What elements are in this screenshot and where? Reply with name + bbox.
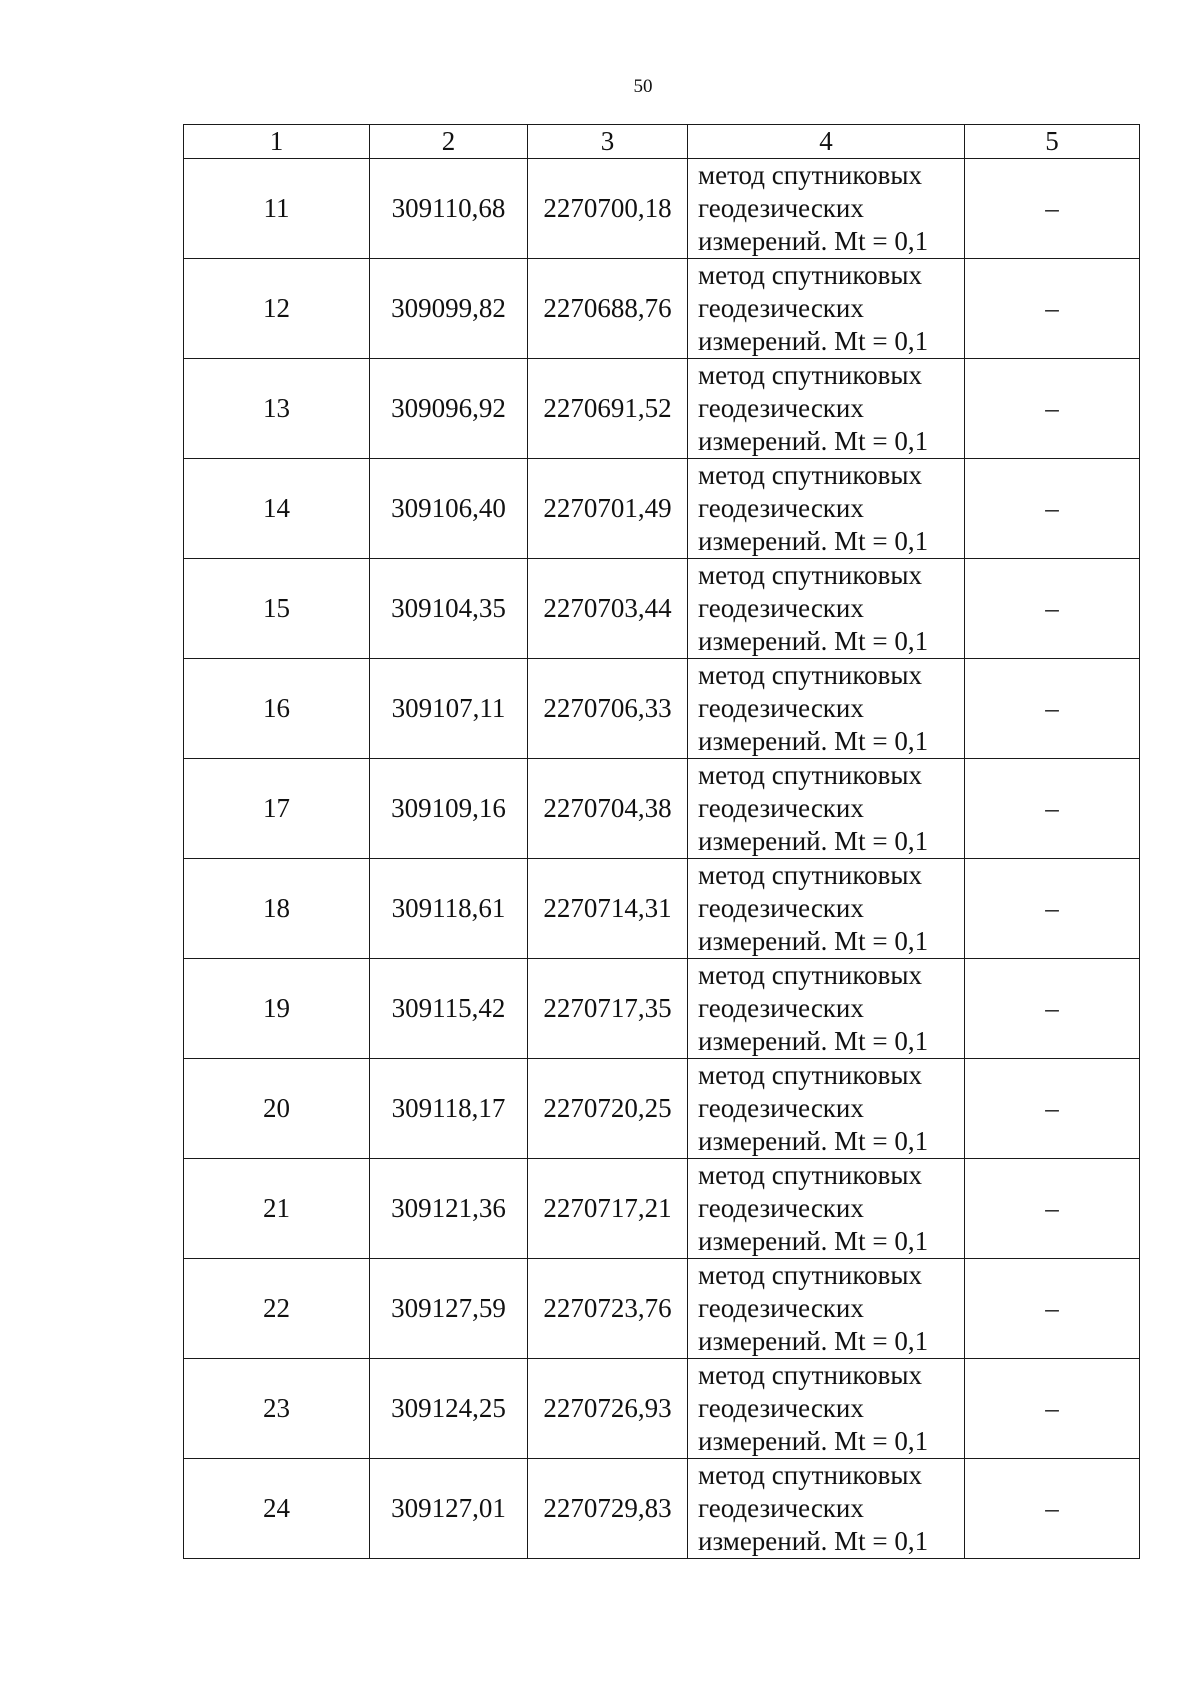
table-row bbox=[184, 259, 1140, 359]
x-coordinate-cell: 309118,61 bbox=[370, 859, 528, 959]
note-cell: – bbox=[965, 1459, 1140, 1559]
note-cell: – bbox=[965, 659, 1140, 759]
y-coordinate-cell: 2270717,35 bbox=[528, 959, 688, 1059]
method-cell: метод спутниковых геодезических измерений. Mt = 0,1 bbox=[688, 659, 965, 759]
note-cell: – bbox=[965, 1359, 1140, 1459]
method-cell: метод спутниковых геодезических измерений. Mt = 0,1 bbox=[688, 1259, 965, 1359]
table-row bbox=[184, 659, 1140, 759]
x-coordinate-cell: 309118,17 bbox=[370, 1059, 528, 1159]
note-cell: – bbox=[965, 259, 1140, 359]
y-coordinate-cell: 2270706,33 bbox=[528, 659, 688, 759]
table-row bbox=[184, 759, 1140, 859]
x-coordinate-cell: 309127,59 bbox=[370, 1259, 528, 1359]
column-header-4: 4 bbox=[688, 125, 965, 159]
table-row bbox=[184, 459, 1140, 559]
y-coordinate-cell: 2270688,76 bbox=[528, 259, 688, 359]
table-row bbox=[184, 959, 1140, 1059]
table-header-row bbox=[184, 125, 1140, 159]
table-row bbox=[184, 559, 1140, 659]
y-coordinate-cell: 2270700,18 bbox=[528, 159, 688, 259]
table-row bbox=[184, 1059, 1140, 1159]
table-row bbox=[184, 1259, 1140, 1359]
method-cell: метод спутниковых геодезических измерений. Mt = 0,1 bbox=[688, 859, 965, 959]
x-coordinate-cell: 309109,16 bbox=[370, 759, 528, 859]
point-number-cell: 23 bbox=[184, 1359, 370, 1459]
point-number-cell: 21 bbox=[184, 1159, 370, 1259]
method-cell: метод спутниковых геодезических измерений. Mt = 0,1 bbox=[688, 159, 965, 259]
note-cell: – bbox=[965, 359, 1140, 459]
x-coordinate-cell: 309121,36 bbox=[370, 1159, 528, 1259]
x-coordinate-cell: 309107,11 bbox=[370, 659, 528, 759]
point-number-cell: 16 bbox=[184, 659, 370, 759]
method-cell: метод спутниковых геодезических измерений. Mt = 0,1 bbox=[688, 1159, 965, 1259]
point-number-cell: 11 bbox=[184, 159, 370, 259]
table-body bbox=[184, 125, 1140, 1559]
note-cell: – bbox=[965, 1159, 1140, 1259]
point-number-cell: 18 bbox=[184, 859, 370, 959]
note-cell: – bbox=[965, 759, 1140, 859]
table-row bbox=[184, 159, 1140, 259]
column-header-3: 3 bbox=[528, 125, 688, 159]
y-coordinate-cell: 2270703,44 bbox=[528, 559, 688, 659]
y-coordinate-cell: 2270714,31 bbox=[528, 859, 688, 959]
column-header-2: 2 bbox=[370, 125, 528, 159]
y-coordinate-cell: 2270729,83 bbox=[528, 1459, 688, 1559]
method-cell: метод спутниковых геодезических измерений. Mt = 0,1 bbox=[688, 359, 965, 459]
y-coordinate-cell: 2270717,21 bbox=[528, 1159, 688, 1259]
column-header-5: 5 bbox=[965, 125, 1140, 159]
point-number-cell: 24 bbox=[184, 1459, 370, 1559]
x-coordinate-cell: 309104,35 bbox=[370, 559, 528, 659]
note-cell: – bbox=[965, 559, 1140, 659]
method-cell: метод спутниковых геодезических измерений. Mt = 0,1 bbox=[688, 759, 965, 859]
y-coordinate-cell: 2270720,25 bbox=[528, 1059, 688, 1159]
point-number-cell: 13 bbox=[184, 359, 370, 459]
point-number-cell: 12 bbox=[184, 259, 370, 359]
table-row bbox=[184, 359, 1140, 459]
point-number-cell: 20 bbox=[184, 1059, 370, 1159]
y-coordinate-cell: 2270701,49 bbox=[528, 459, 688, 559]
note-cell: – bbox=[965, 959, 1140, 1059]
point-number-cell: 14 bbox=[184, 459, 370, 559]
x-coordinate-cell: 309124,25 bbox=[370, 1359, 528, 1459]
table-row bbox=[184, 1459, 1140, 1559]
column-header-1: 1 bbox=[184, 125, 370, 159]
point-number-cell: 15 bbox=[184, 559, 370, 659]
note-cell: – bbox=[965, 1259, 1140, 1359]
table-row bbox=[184, 1159, 1140, 1259]
y-coordinate-cell: 2270723,76 bbox=[528, 1259, 688, 1359]
x-coordinate-cell: 309106,40 bbox=[370, 459, 528, 559]
method-cell: метод спутниковых геодезических измерений. Mt = 0,1 bbox=[688, 459, 965, 559]
note-cell: – bbox=[965, 859, 1140, 959]
method-cell: метод спутниковых геодезических измерений. Mt = 0,1 bbox=[688, 259, 965, 359]
y-coordinate-cell: 2270704,38 bbox=[528, 759, 688, 859]
x-coordinate-cell: 309110,68 bbox=[370, 159, 528, 259]
y-coordinate-cell: 2270726,93 bbox=[528, 1359, 688, 1459]
page-number: 50 bbox=[633, 76, 653, 97]
method-cell: метод спутниковых геодезических измерений. Mt = 0,1 bbox=[688, 1059, 965, 1159]
x-coordinate-cell: 309115,42 bbox=[370, 959, 528, 1059]
point-number-cell: 19 bbox=[184, 959, 370, 1059]
x-coordinate-cell: 309096,92 bbox=[370, 359, 528, 459]
method-cell: метод спутниковых геодезических измерений. Mt = 0,1 bbox=[688, 959, 965, 1059]
coordinates-table bbox=[183, 124, 1140, 1559]
point-number-cell: 17 bbox=[184, 759, 370, 859]
method-cell: метод спутниковых геодезических измерений. Mt = 0,1 bbox=[688, 559, 965, 659]
note-cell: – bbox=[965, 1059, 1140, 1159]
x-coordinate-cell: 309099,82 bbox=[370, 259, 528, 359]
y-coordinate-cell: 2270691,52 bbox=[528, 359, 688, 459]
x-coordinate-cell: 309127,01 bbox=[370, 1459, 528, 1559]
note-cell: – bbox=[965, 159, 1140, 259]
method-cell: метод спутниковых геодезических измерений. Mt = 0,1 bbox=[688, 1459, 965, 1559]
method-cell: метод спутниковых геодезических измерений. Mt = 0,1 bbox=[688, 1359, 965, 1459]
note-cell: – bbox=[965, 459, 1140, 559]
table-row bbox=[184, 1359, 1140, 1459]
table-row bbox=[184, 859, 1140, 959]
point-number-cell: 22 bbox=[184, 1259, 370, 1359]
